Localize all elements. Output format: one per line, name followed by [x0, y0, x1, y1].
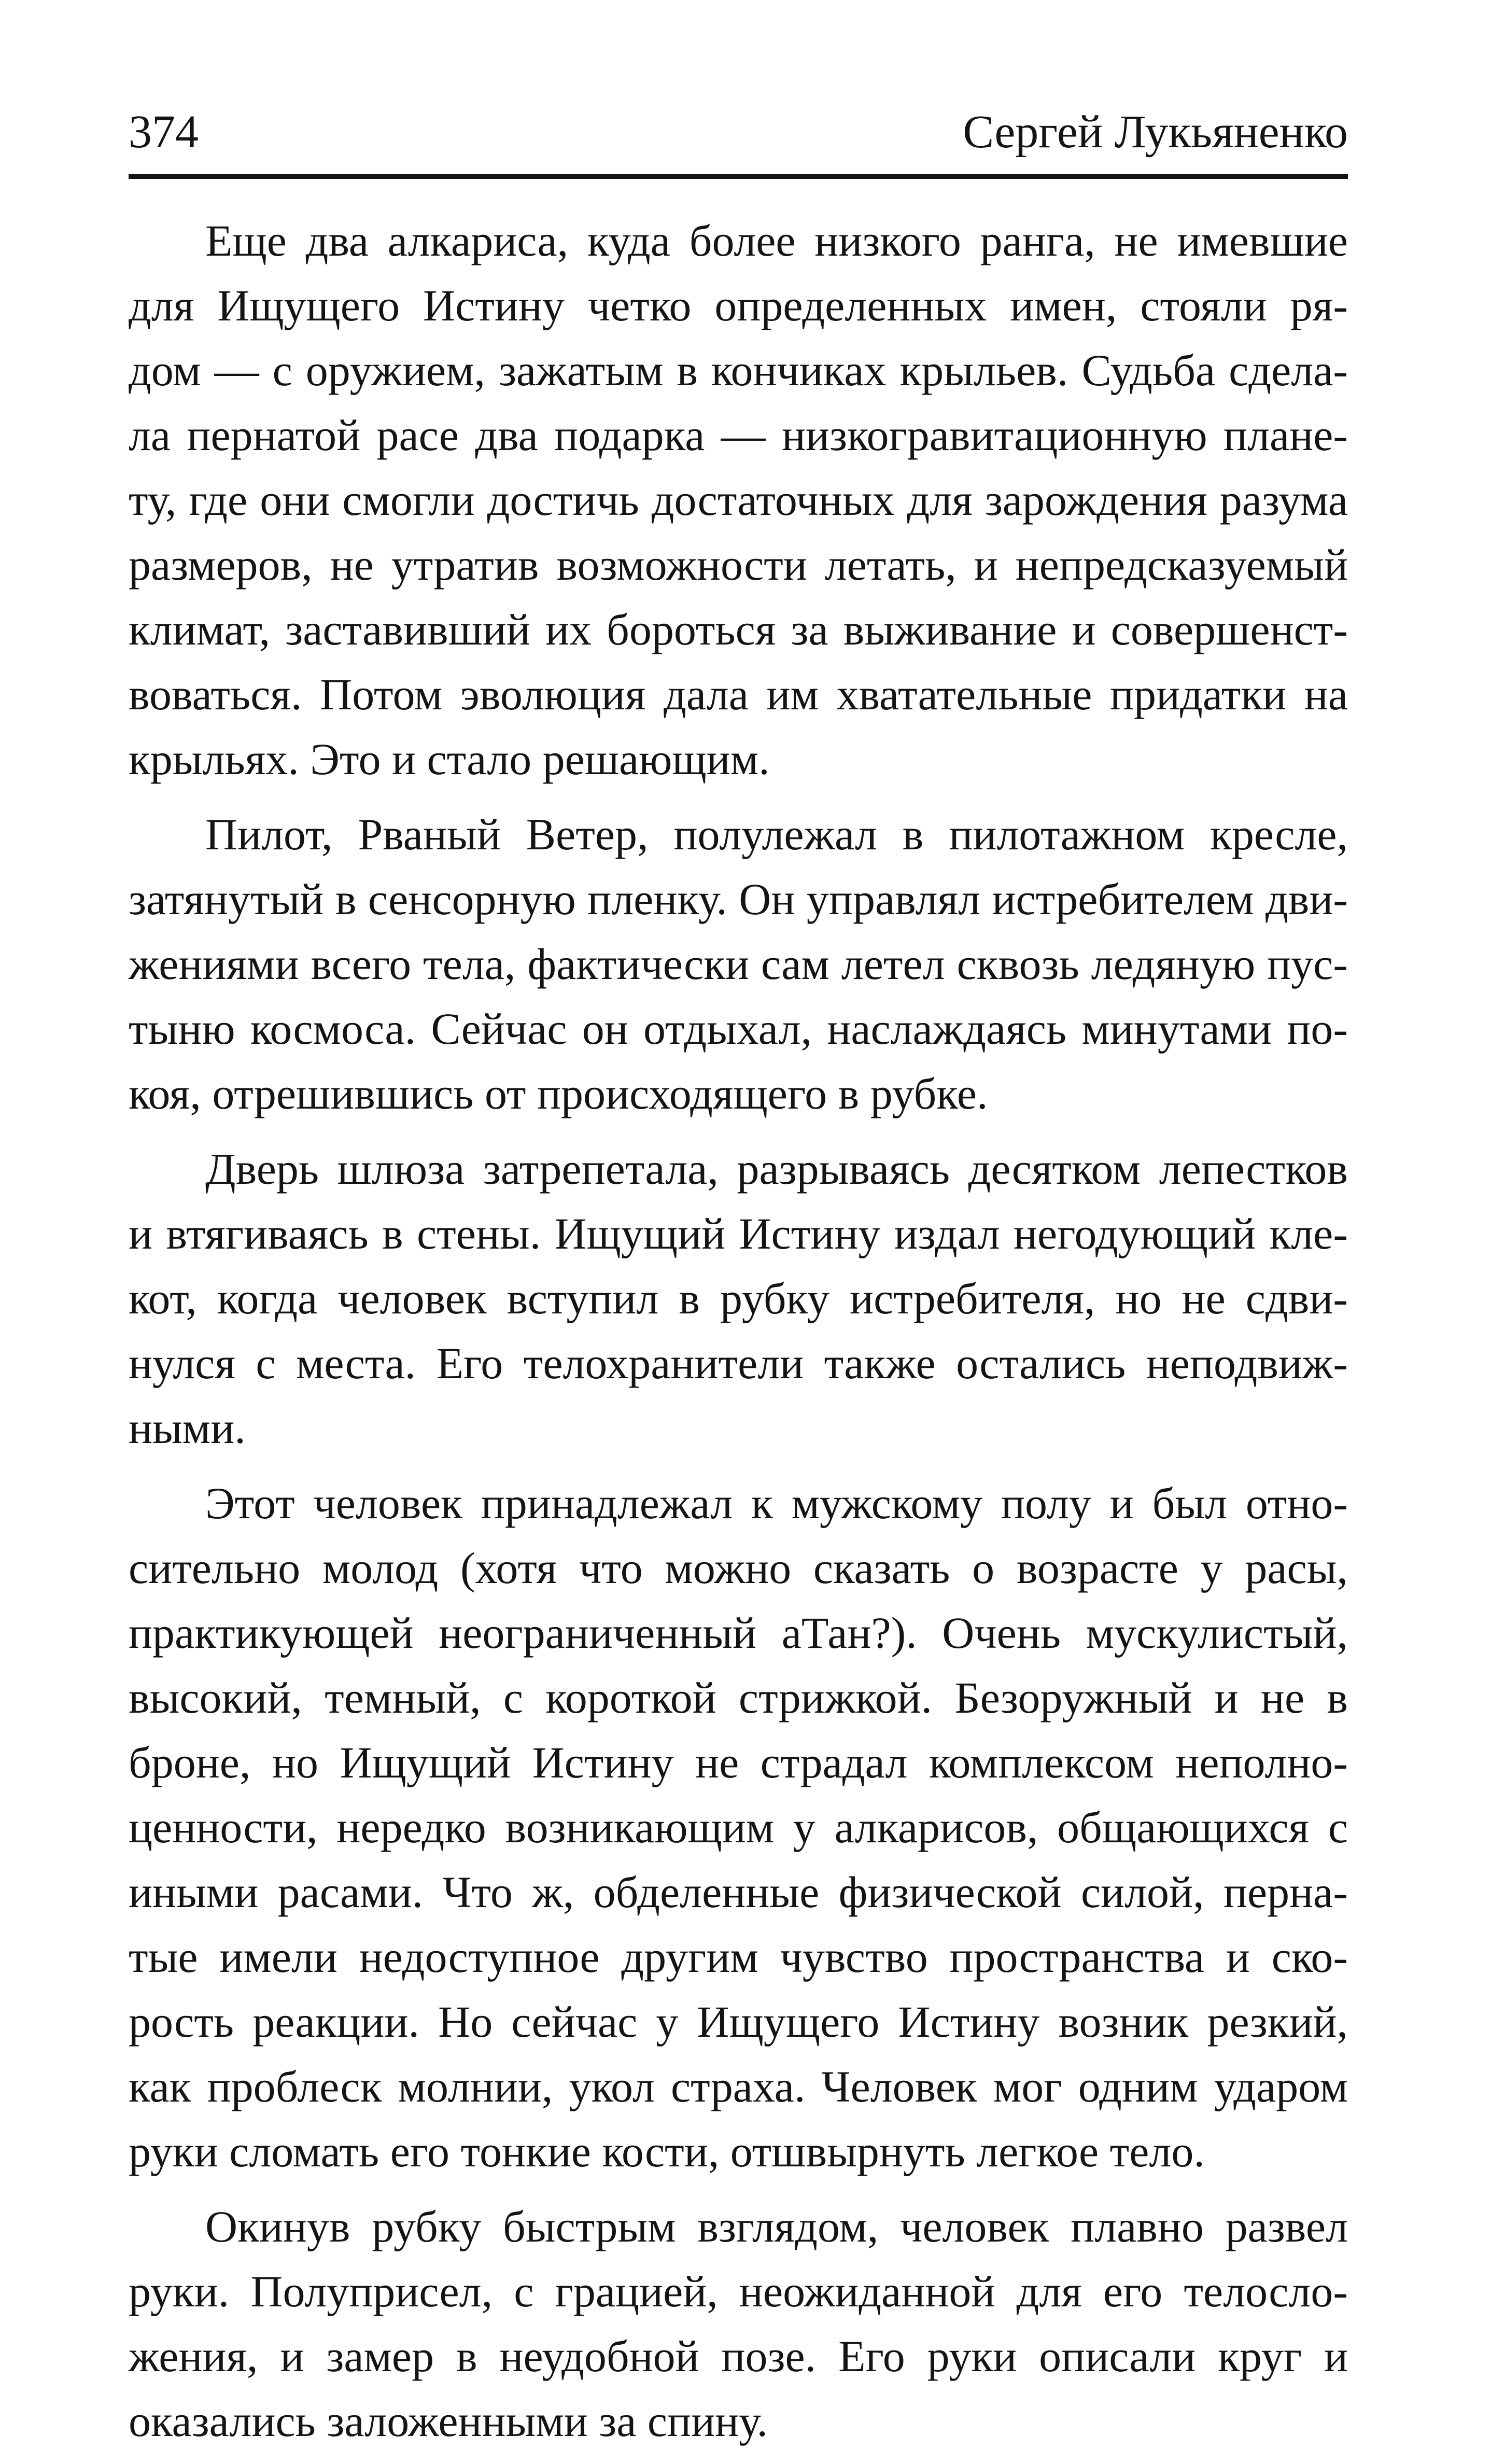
text-line: высокий, темный, с короткой стрижкой. Безоружный и не в [129, 1673, 1348, 1723]
text-line: климат, заставивший их бороться за выживание и совершенст- [129, 605, 1348, 654]
text-line: практикующей неограниченный аТан?). Очень мускулистый, [129, 1608, 1348, 1658]
text-line: ла пернатой расе два подарка — низкогравитационную плане- [129, 410, 1348, 460]
text-line: руки. Полуприсел, с грацией, неожиданной для его телосло- [129, 2266, 1348, 2316]
text-line: оказались заложенными за спину. [129, 2396, 768, 2446]
text-line: крыльях. Это и стало решающим. [129, 734, 770, 784]
page-number: 374 [129, 106, 199, 158]
text-line: нулся с места. Его телохранители также остались неподвиж- [129, 1338, 1348, 1388]
text-line: ными. [129, 1403, 246, 1453]
paragraph-4 [129, 1471, 1348, 2184]
paragraph-5 [129, 2194, 1348, 2454]
text-line: дом — с оружием, зажатым в кончиках крыльев. Судьба сдела- [129, 345, 1348, 395]
text-line: Окинув рубку быстрым взглядом, человек плавно развел [205, 2202, 1348, 2251]
text-line: для Ищущего Истину четко определенных имен, стояли ря- [129, 281, 1348, 330]
paragraph-3 [129, 1137, 1348, 1461]
paragraph-1 [129, 208, 1348, 792]
text-line: руки сломать его тонкие кости, отшвырнуть легкое тело. [129, 2126, 1205, 2176]
running-head [129, 99, 1348, 166]
text-line: жения, и замер в неудобной позе. Его руки описали круг и [129, 2331, 1348, 2381]
text-line: сительно молод (хотя что можно сказать о возрасте у расы, [129, 1543, 1348, 1593]
text-line: рость реакции. Но сейчас у Ищущего Истину возник резкий, [129, 1997, 1348, 2047]
text-line: тые имели недоступное другим чувство пространства и ско- [129, 1932, 1348, 1982]
text-line: Пилот, Рваный Ветер, полулежал в пилотажном кресле, [205, 809, 1348, 859]
body-text [129, 208, 1348, 2464]
paragraph-2 [129, 802, 1348, 1126]
text-line: Еще два алкариса, куда более низкого ранга, не имевшие [205, 216, 1348, 265]
text-line: броне, но Ищущий Истину не страдал комплексом неполно- [129, 1738, 1348, 1787]
text-line: Дверь шлюза затрепетала, разрываясь десятком лепестков [205, 1144, 1348, 1194]
book-author: Сергей Лукьяненко [963, 106, 1348, 158]
text-line: ценности, нередко возникающим у алкарисов, общающихся с [129, 1802, 1348, 1852]
text-line: затянутый в сенсорную пленку. Он управлял истребителем дви- [129, 874, 1348, 924]
text-line: тыню космоса. Сейчас он отдыхал, наслаждаясь минутами по- [129, 1004, 1348, 1054]
text-line: размеров, не утратив возможности летать, и непредсказуемый [129, 540, 1348, 590]
text-line: иными расами. Что ж, обделенные физической силой, перна- [129, 1867, 1348, 1917]
text-line: воваться. Потом эволюция дала им хватательные придатки на [129, 669, 1348, 719]
text-line: жениями всего тела, фактически сам летел сквозь ледяную пус- [129, 939, 1348, 989]
header-rule [129, 174, 1348, 179]
text-line: и втягиваясь в стены. Ищущий Истину издал негодующий кле- [129, 1209, 1348, 1258]
text-line: Этот человек принадлежал к мужскому полу и был отно- [205, 1478, 1348, 1528]
text-line: кот, когда человек вступил в рубку истребителя, но не сдви- [129, 1273, 1348, 1323]
text-line: как проблеск молнии, укол страха. Человек мог одним ударом [129, 2062, 1348, 2111]
text-line: ту, где они смогли достичь достаточных для зарождения разума [129, 475, 1348, 525]
text-line: коя, отрешившись от происходящего в рубке. [129, 1069, 988, 1118]
